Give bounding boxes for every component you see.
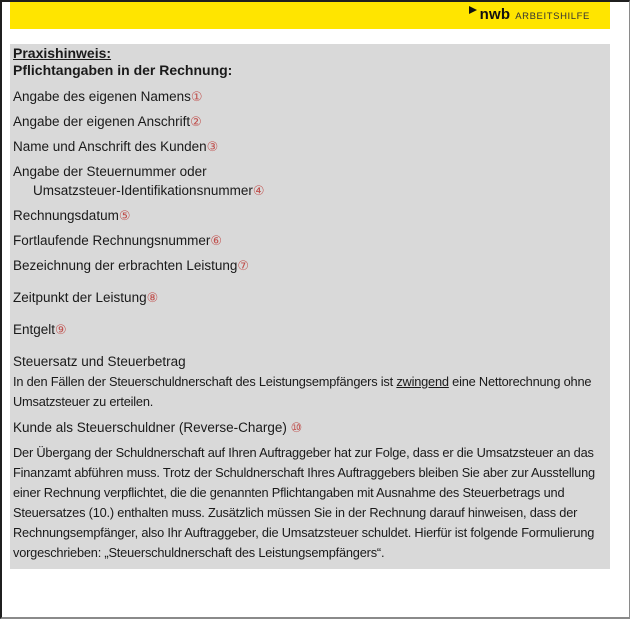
list-item [13, 352, 596, 372]
list-item [13, 87, 596, 107]
item-text: Name und Anschrift des Kunden [13, 139, 207, 154]
list-item [13, 206, 596, 226]
note-subtitle: Pflichtangaben in der Rechnung: [13, 62, 233, 78]
item-text-line2 [33, 181, 596, 201]
heading-text: Kunde als Steuerschuldner (Reverse-Charge) [13, 420, 291, 435]
item-number-marker: ③ [206, 140, 219, 155]
paragraph-text: In den Fällen der Steuerschuldnerschaft des Leistungsempfängers ist [13, 374, 397, 389]
item-text: Umsatzsteuer-Identifikationsnummer [33, 183, 253, 198]
item-number-marker: ⑧ [146, 291, 159, 306]
list-item [13, 256, 596, 276]
item-text: Zeitpunkt der Leistung [13, 290, 147, 305]
item-text: Angabe der eigenen Anschrift [13, 114, 191, 129]
paragraph-line: Steuersatzes (10.) enthalten muss. Zusätzlich müssen Sie in der Rechnung darauf hinweisen, dass der [13, 505, 578, 520]
list-item [13, 320, 596, 340]
paragraph-line: einer Rechnung verpflichtet, die die genannten Pflichtangaben mit Ausnahme des Steuerbetrags und [13, 485, 565, 500]
item-number-marker: ② [190, 115, 202, 130]
item-text: Angabe des eigenen Namens [13, 89, 191, 104]
paragraph-line: Finanzamt abführen muss. Trotz der Schuldnerschaft Ihres Auftraggebers bleiben Sie aber zur Ausstellung [13, 465, 595, 480]
paragraph-line: vorgeschrieben: „Steuerschuldnerschaft des Leistungsempfängers“. [13, 545, 385, 560]
item-number-marker: ⑥ [210, 234, 223, 249]
paragraph-text: eine Nettorechnung ohne [448, 374, 592, 389]
note-title: Praxishinweis: [13, 45, 112, 61]
item-number-marker: ① [190, 90, 203, 105]
reverse-charge-heading [13, 418, 596, 439]
item-number-marker: ⑦ [237, 259, 250, 274]
list-item [13, 231, 596, 251]
net-invoice-paragraph [13, 372, 596, 412]
paragraph-line: Umsatzsteuer zu erteilen. [13, 394, 154, 409]
paragraph-line: Der Übergang der Schuldnerschaft auf Ihren Auftraggeber hat zur Folge, dass er die Umsatzsteuer an das [13, 445, 594, 460]
list-item [13, 137, 596, 157]
item-text: Steuersatz und Steuerbetrag [13, 354, 186, 369]
header-bar [10, 2, 610, 29]
item-text: Bezeichnung der erbrachten Leistung [13, 258, 238, 273]
nwb-logo [469, 7, 590, 23]
item-number-marker: ⑩ [290, 421, 303, 436]
reverse-charge-paragraph [13, 443, 596, 563]
paragraph-line [13, 372, 596, 392]
item-text: Entgelt [13, 322, 56, 337]
item-number-marker: ④ [252, 184, 265, 199]
list-item [13, 112, 596, 132]
logo-suffix-text: ARBEITSHILFE [515, 11, 590, 22]
item-number-marker: ⑨ [55, 323, 67, 338]
item-number-marker: ⑤ [118, 209, 131, 224]
item-text: Rechnungsdatum [13, 208, 119, 223]
practice-note-box [10, 44, 610, 569]
list-item [13, 288, 596, 308]
logo-flag-icon [469, 6, 477, 14]
item-text: Angabe der Steuernummer oder [13, 164, 207, 179]
paragraph-line: Rechnungsempfänger, also Ihr Auftraggeber, die Umsatzsteuer schuldet. Hierfür ist folgende Formulierung [13, 525, 595, 540]
underlined-word: zwingend [396, 374, 449, 389]
list-item [13, 162, 596, 201]
logo-name-text: nwb [479, 6, 511, 23]
item-text: Fortlaufende Rechnungsnummer [13, 233, 211, 248]
